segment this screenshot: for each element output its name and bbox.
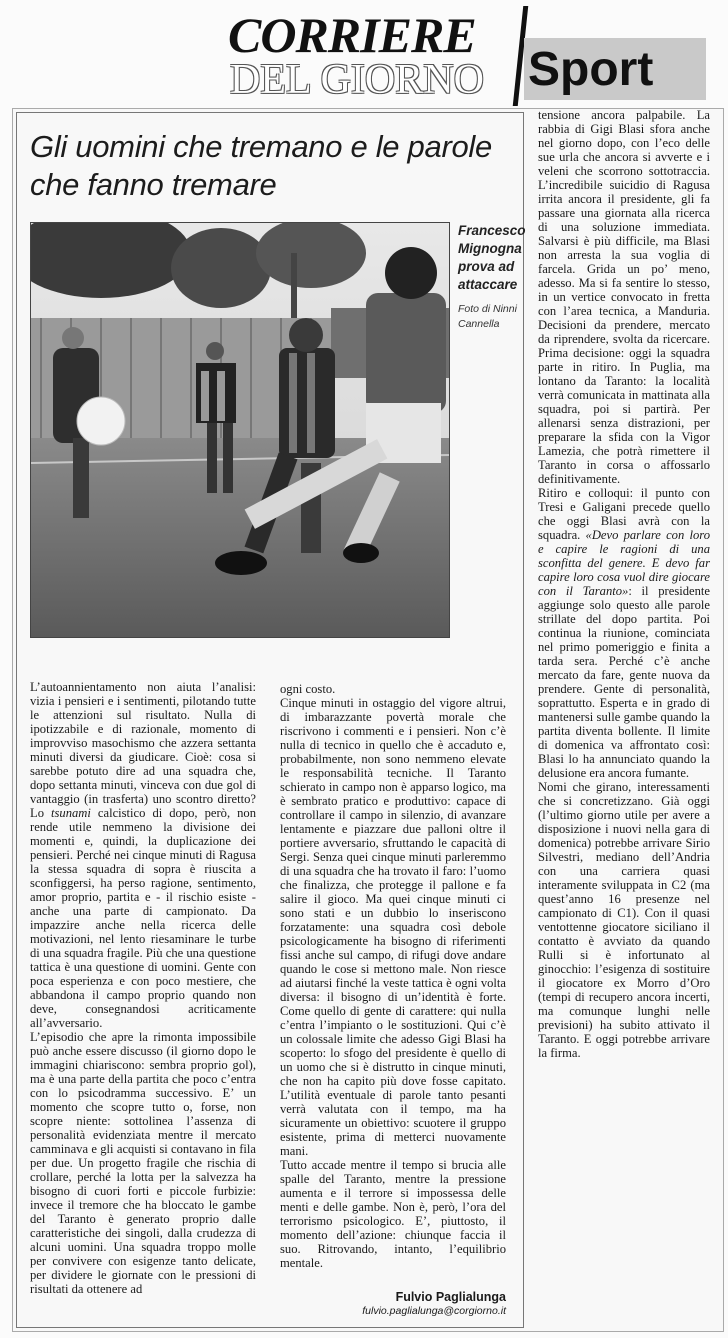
- paragraph: Tutto accade mentre il tempo si brucia alle spalle del Taranto, mentre la pressione aumenta e il terrore si impossessa delle menti e delle gambe. Non è, però, l’ora del terrorismo psicologico. E’, piuttosto, il momento dell’azione: chiunque faccia il suo. Ritrovando, intanto, l’equilibrio mentale.: [280, 1158, 506, 1270]
- paragraph: Nomi che girano, interessamenti che si concretizzano. Già oggi (l’ultimo giorno utile per avere a disposizione i nuovi nella gara di domenica) potrebbe arrivare Sirio Silvestri, mediano dell’Andria con una carriera quasi interamente sviluppata in C2 (ma quest’anno 16 presenze nel campionato di C1). Con il quasi ventottenne giocatore siciliano il contatto è avviato da quando Rulli si è infortunato al ginocchio: l’esigenza di sostituire il giocatore ex Morro d’Oro (tempi di recupero ancora incerti, ma comunque lunghi nelle previsioni) ha subito attivato il Taranto. E oggi potrebbe arrivare la firma.: [538, 780, 710, 1060]
- masthead-title-line1: CORRIERE: [228, 7, 476, 63]
- text-run-italic: tsunami: [51, 806, 91, 820]
- author-name: Fulvio Paglialunga: [395, 1290, 506, 1304]
- author-email: fulvio.paglialunga@corgiorno.it: [362, 1305, 506, 1317]
- text-run: L’autoannientamento non aiuta l’analisi: vizia i pensieri e i sentimenti, pilotando tutte le attenzioni sul risultato. Nulla di ipotizzabile e di razionale, momento di improvviso masochismo che azzera settanta minuti diversi da giudicare. Cioè: cosa si sarebbe potuto dire ad una squadra che, dopo settanta minuti, vinceva con due gol di vantaggio (in trasferta) uno scontro diretto? Lo: [30, 680, 256, 820]
- paragraph: ogni costo.: [280, 682, 336, 696]
- match-photo-image: [31, 223, 449, 637]
- paragraph: tensione ancora palpabile. La rabbia di Gigi Blasi sfora anche nel giorno dopo, con l’eco delle sue urla che ancora si avverte e i veleni che scorrono sottotraccia. L’incredibile suicidio di Ragusa irrita ancora il presidente, gli fa passare una giornata alla ricerca di una soluzione immediata. Salvarsi è più difficile, ma Blasi non arresta la sua voglia di farcela. Grida un po’ meno, adesso. Ma si fa sentire lo stesso, in un vertice convocato in fretta con l’area tecnica, a Manduria. Decisioni da prendere, mercato da riprendere, svolta da ricercare. Prima decisione: oggi la squadra parte in ritiro. In Puglia, ma lontano da Taranto: la località verrà comunicata in mattinata alla squadra, poi si partirà. Per allenarsi senza distrazioni, per preparare la sfida con la Vigor Lamezia, che potrà rimettere il Taranto in corsa o affossarlo definitivamente.: [538, 108, 710, 486]
- article-column-2: [280, 682, 506, 1270]
- masthead-title-line2: DEL GIORNO: [230, 57, 484, 103]
- text-run: : il presidente aggiunge solo questo alle parole strillate del dopo partita. Poi continua la riunione, cominciata nel primo pomeriggio e finita a tarda sera. Perché c’è anche mercato da fare, gente nuova da prendere. Gente di personalità, soprattutto. Esperta e in grado di mantenersi sulle gambe quando la partita diventa bollente. Il limite di domenica va affrontato così: Blasi lo ha annunciato quando la delusione era ancora fumante.: [538, 584, 710, 780]
- byline: [280, 1290, 506, 1317]
- paragraph: Cinque minuti in ostaggio del vigore altrui, di imbarazzante povertà morale che riscrivono i commenti e i pensieri. Non c’è nulla di tecnico in quello che è accaduto e, probabilmente, non sono nemmeno elevate le responsabilità tecniche. Il Taranto schierato in campo non è apparso logico, ma è sembrato pratico e produttivo: capace di controllare il campo in silenzio, di avanzare lentamente e piazzare due palloni oltre il portiere avversario, sfruttando le capacità di Sergi. Senza quei cinque minuti parleremmo di una squadra che ha trovato il faro: l’uomo che finalizza, che protegge il pallone e fa salire il gioco. Ma quei cinque minuti ci sono stati e un dubbio lo inseriscono forzatamente: una squadra così debole psicologicamente ha bisogno di riferimenti fissi anche sul campo, di rifugi dove andare quando le cose si mettono male. Non riesce ad aiutarsi finché la veste tattica è ogni volta diversa: il bisogno di un’identità è forte. Come quello di gente di carattere: qui nulla c’entra l’impianto o le sostituzioni. Qui c’è un colossale limite che adesso Gigi Blasi ha scoperto: lo sfogo del presidente è quello di un uomo che si è distrutto in cinque minuti, che non ha capito più dove fosse capitato. L’utilità eventuale di parole tanto pesanti verrà valutata con il tempo, ma ha sicuramente un obiettivo: scuotere il gruppo esistente, prima di metterci nuovamente mani.: [280, 696, 506, 1158]
- article-column-3: [538, 108, 710, 1060]
- masthead: [228, 6, 708, 106]
- paragraph: [30, 680, 256, 1030]
- text-run: calcistico di dopo, però, non rende utile nemmeno la divisione dei momenti e, quindi, la duplicazione dei pensieri. Perché nei cinque minuti di Ragusa la stessa squadra di sopra è riuscita a sconfiggersi, ha perso ragione, sentimento, amor proprio, partita e - il rischio esiste - anche una parte di campionato. Da impazzire anche nella ricerca delle motivazioni, nel lento riesaminare le turbe di una squadra fragile. Più che una questione tattica è una questione di uomini. Gente con poca esperienza e con poco mestiere, che abbandona il campo proprio quando non deve, consegnandosi acriticamente all’avversario.: [30, 806, 257, 1030]
- photo-credit: Foto di Ninni Cannella: [458, 303, 517, 330]
- section-label: Sport: [528, 43, 654, 96]
- photo-caption: [458, 222, 526, 343]
- photo-caption-text: Francesco Mignogna prova ad attaccare: [458, 223, 526, 292]
- paragraph: L’episodio che apre la rimonta impossibile può anche essere discusso (il giorno dopo le immagini chiariscono: sembra proprio gol), ma è una parte della partita che poco c’entra con lo psicodramma successivo. E’ un momento che scopre tutto o, forse, non scopre niente: sottolinea l’assenza di personalità evidenziata mentre il mercato camminava e gli acquisti si contavano in fila per due. Un progetto fragile che rischia di crollare, perché la lotta per la salvezza ha bisogno di cuori forti e piccole furbizie: invece il tremore che ha bloccato le gambe del Taranto è generato proprio dalle caratteristiche dei singoli, dalla crudezza di alcuni uomini. Una squadra troppo molle per convivere con esigenze tanto delicate, per dividere le giornate con le pressioni di risultati da ottenere ad: [30, 1030, 256, 1296]
- quote-italic: «Devo parlare con loro e capire le ragioni di una sconfitta del genere. E devo far capire loro cosa vuol dire giocare con il Taranto»: [538, 528, 710, 598]
- article-column-1: [30, 680, 256, 1296]
- paragraph: [538, 486, 710, 780]
- text-run: Ritiro e colloqui: il punto con Tresi e Galigani precede quello che oggi Blasi avrà con la squadra.: [538, 486, 710, 542]
- headline: Gli uomini che tremano e le parole che fanno tremare: [30, 129, 492, 202]
- match-photo: [30, 222, 450, 638]
